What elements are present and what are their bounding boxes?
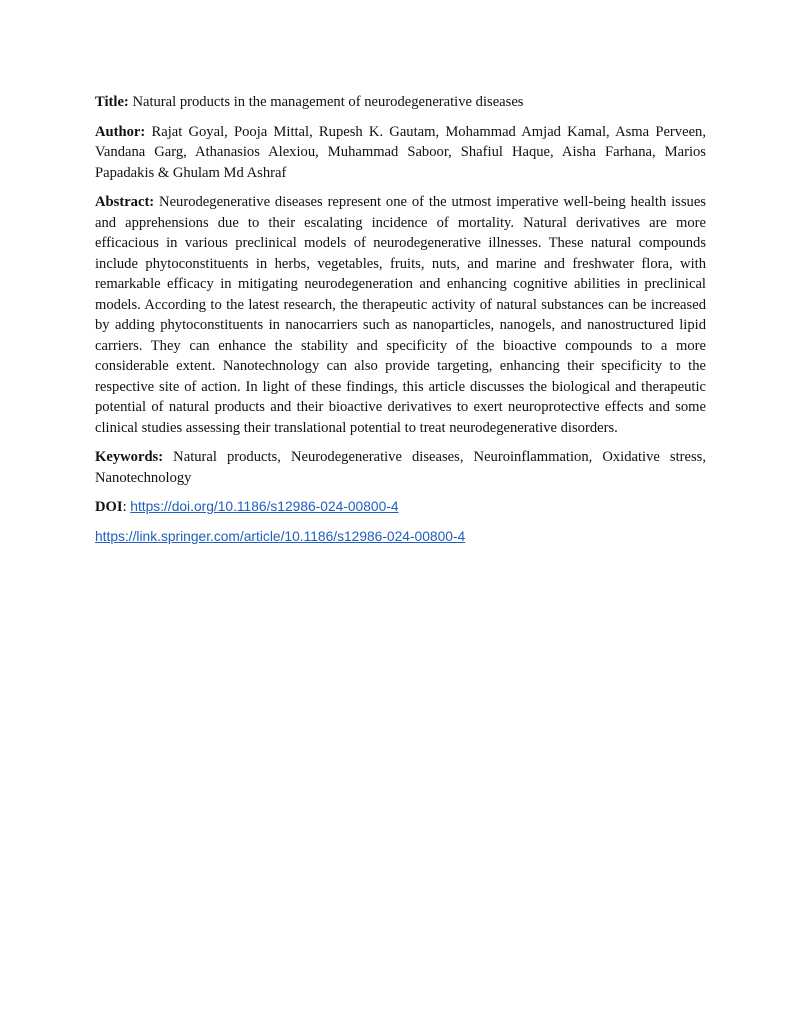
article-link-paragraph — [95, 527, 706, 548]
article-link[interactable]: https://link.springer.com/article/10.1186/s12986-024-00800-4 — [95, 528, 466, 544]
doi-link[interactable]: https://doi.org/10.1186/s12986-024-00800-4 — [130, 499, 399, 514]
title-paragraph — [95, 92, 706, 113]
abstract-paragraph — [95, 192, 706, 438]
title-text: Natural products in the management of neurodegenerative diseases — [132, 94, 524, 110]
author-text: Rajat Goyal, Pooja Mittal, Rupesh K. Gautam, Mohammad Amjad Kamal, Asma Perveen, Vandana Garg, Athanasios Alexiou, Muhammad Saboor, Shafiul Haque, Aisha Farhana, Marios Papadakis & Ghulam Md Ashraf — [95, 123, 706, 181]
title-label: Title: — [95, 94, 129, 110]
abstract-label: Abstract: — [95, 194, 155, 210]
doi-label: DOI — [95, 499, 123, 515]
keywords-text: Natural products, Neurodegenerative diseases, Neuroinflammation, Oxidative stress, Nanotechnology — [95, 449, 706, 486]
keywords-paragraph — [95, 447, 706, 488]
author-paragraph — [95, 122, 706, 184]
abstract-text: Neurodegenerative diseases represent one of the utmost imperative well-being health issues and apprehensions due to their escalating incidence of mortality. Natural derivatives are more efficacious in various preclinical models of neurodegenerative illnesses. These natural compounds include phytoconstituents in herbs, vegetables, fruits, nuts, and marine and freshwater flora, with remarkable efficacy in mitigating neurodegeneration and enhancing cognitive abilities in preclinical models. According to the latest research, the therapeutic activity of natural substances can be increased by adding phytoconstituents in nanocarriers such as nanoparticles, nanogels, and nanostructured lipid carriers. They can enhance the stability and specificity of the bioactive compounds to a more considerable extent. Nanotechnology can also provide targeting, enhancing their specificity to the respective site of action. In light of these findings, this article discusses the biological and therapeutic potential of natural products and their bioactive derivatives to exert neuroprotective effects and some clinical studies assessing their translational potential to treat neurodegenerative disorders. — [95, 194, 706, 436]
author-label: Author: — [95, 123, 146, 140]
keywords-label: Keywords: — [95, 449, 164, 465]
doi-paragraph — [95, 497, 706, 518]
document-page — [95, 92, 706, 556]
doi-separator: : — [122, 499, 127, 515]
